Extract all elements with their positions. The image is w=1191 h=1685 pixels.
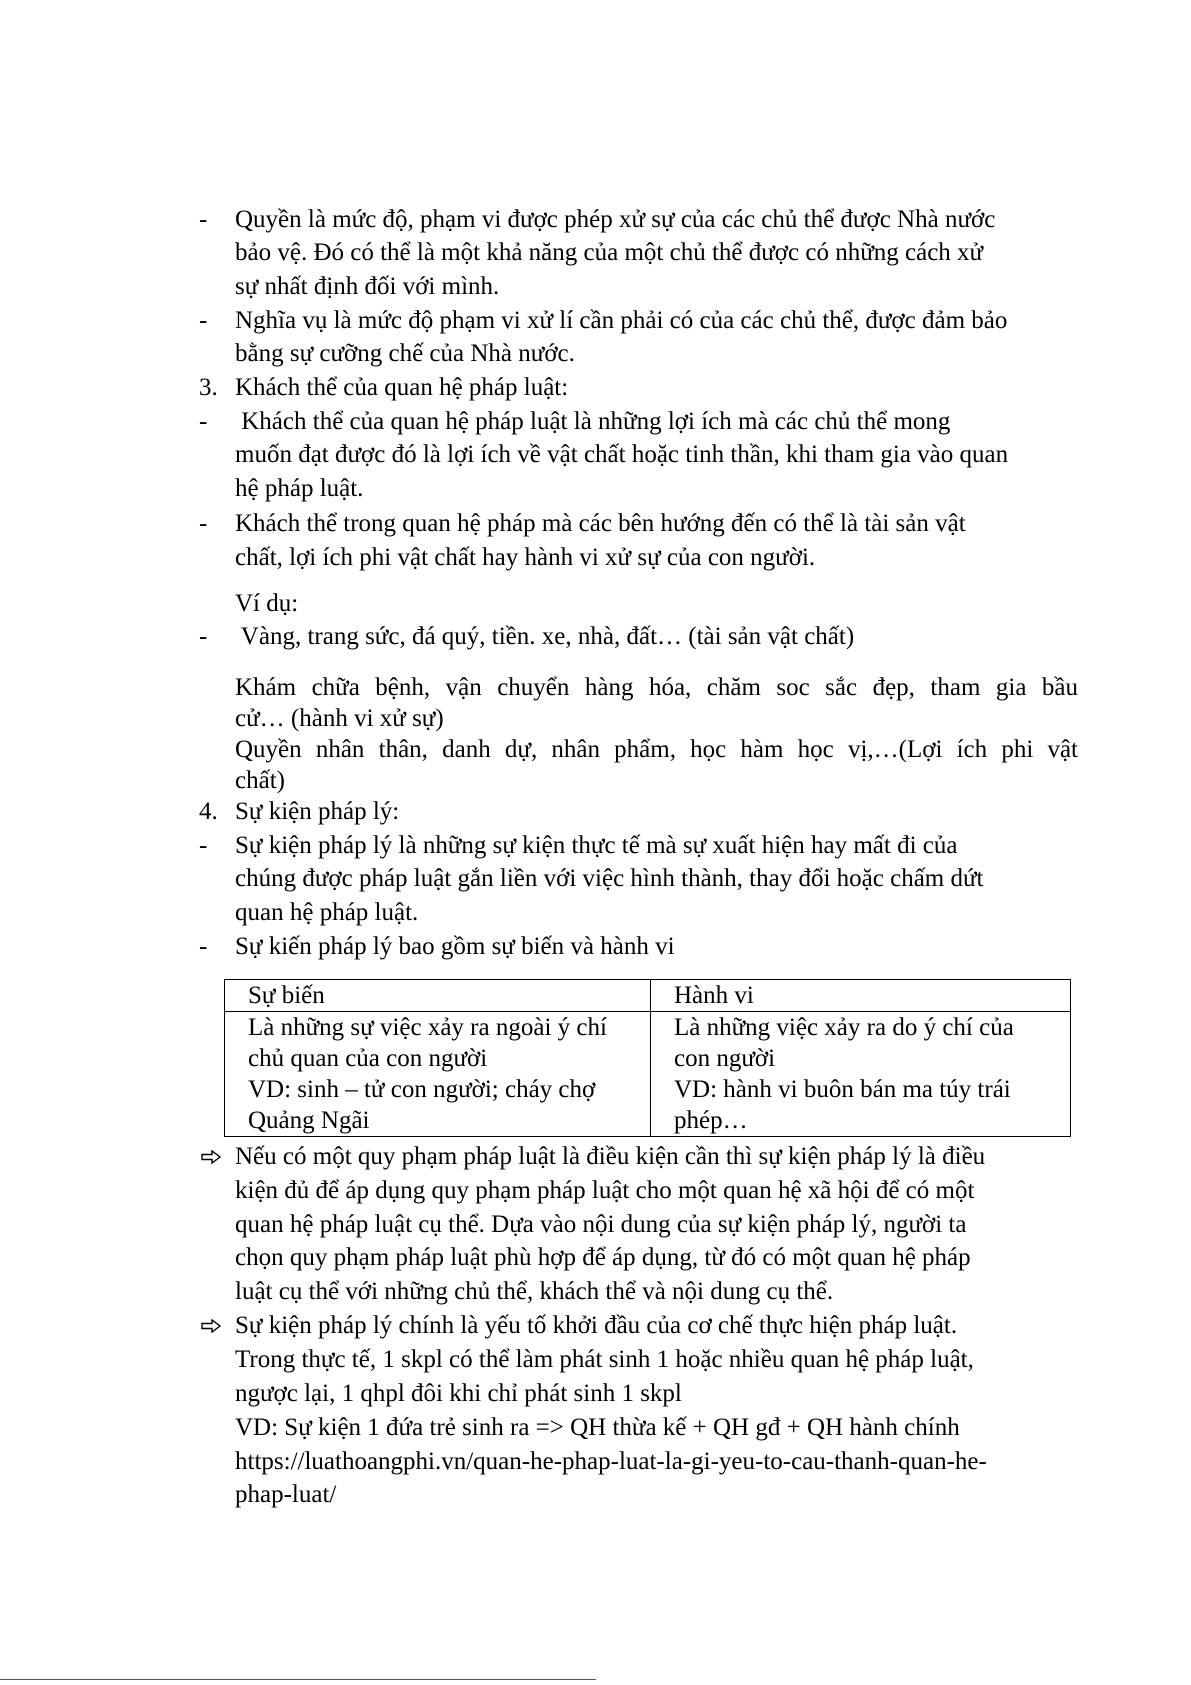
- section-number-4: 4.: [199, 798, 218, 825]
- example-label: Ví dụ:: [235, 590, 299, 617]
- section3-heading: Khách thể của quan hệ pháp luật:: [235, 374, 569, 401]
- duty-line: bằng sự cưỡng chế của Nhà nước.: [235, 340, 575, 367]
- table-header-row: [225, 980, 1071, 1012]
- duty-line: Nghĩa vụ là mức độ phạm vi xử lí cần phải có của các chủ thể, được đảm bảo: [235, 307, 1008, 334]
- section4-p1-line: quan hệ pháp luật.: [235, 899, 419, 926]
- bullet-dash: -: [199, 206, 208, 233]
- section4-p2: Sự kiến pháp lý bao gồm sự biến và hành vi: [235, 933, 675, 960]
- cell-line: Là những sự việc xảy ra ngoài ý chí: [248, 1014, 607, 1041]
- section-number-3: 3.: [199, 374, 218, 401]
- arrow-right-icon: [201, 1319, 221, 1333]
- rights-line: sự nhất định đối với mình.: [235, 273, 500, 300]
- example-1: Vàng, trang sức, đá quý, tiền. xe, nhà, đất… (tài sản vật chất): [235, 623, 855, 650]
- source-url-line[interactable]: phap-luat/: [235, 1481, 337, 1508]
- section4-heading: Sự kiện pháp lý:: [235, 798, 400, 825]
- example-vd-line: VD: Sự kiện 1 đứa trẻ sinh ra => QH thừa kế + QH gđ + QH hành chính: [235, 1414, 960, 1441]
- bullet-dash: -: [199, 307, 208, 334]
- bullet-dash: -: [199, 510, 208, 537]
- section3-p1-line: hệ pháp luật.: [235, 475, 364, 502]
- conclusion1-line: chọn quy phạm pháp luật phù hợp để áp dụng, từ đó có một quan hệ pháp: [235, 1244, 971, 1271]
- conclusion1-line: luật cụ thể với những chủ thể, khách thể và nội dung cụ thể.: [235, 1278, 834, 1305]
- example-3-line: chất): [235, 767, 285, 794]
- section3-p2-line: Khách thể trong quan hệ pháp mà các bên hướng đến có thể là tài sản vật: [235, 510, 966, 537]
- source-url-line[interactable]: https://luathoangphi.vn/quan-he-phap-luat-la-gi-yeu-to-cau-thanh-quan-he-: [235, 1448, 987, 1475]
- rights-line: bảo vệ. Đó có thể là một khả năng của một chủ thể được có những cách xử: [235, 239, 984, 266]
- bottom-divider: [0, 1679, 596, 1680]
- bullet-dash: -: [199, 933, 208, 960]
- example-2-line: Khám chữa bệnh, vận chuyển hàng hóa, chăm soc sắc đẹp, tham gia bầu: [235, 674, 1078, 701]
- cell-line: Là những việc xảy ra do ý chí của: [674, 1014, 1014, 1041]
- table-cell-su-bien: [225, 1012, 651, 1137]
- section4-p1-line: chúng được pháp luật gắn liền với việc hình thành, thay đổi hoặc chấm dứt: [235, 865, 984, 892]
- conclusion1-line: kiện đủ để áp dụng quy phạm pháp luật cho một quan hệ xã hội để có một: [235, 1177, 975, 1204]
- conclusion2-line: Sự kiện pháp lý chính là yếu tố khởi đầu của cơ chế thực hiện pháp luật.: [235, 1312, 958, 1339]
- cell-line: VD: hành vi buôn bán ma túy trái: [674, 1076, 1011, 1103]
- arrow-right-icon: [201, 1150, 221, 1164]
- section3-p2-line: chất, lợi ích phi vật chất hay hành vi xử sự của con người.: [235, 544, 816, 571]
- bullet-dash: -: [199, 408, 208, 435]
- section3-p1-line: muốn đạt được đó là lợi ích về vật chất hoặc tinh thần, khi tham gia vào quan: [235, 441, 1009, 468]
- conclusion2-line: Trong thực tế, 1 skpl có thể làm phát sinh 1 hoặc nhiều quan hệ pháp luật,: [235, 1346, 974, 1373]
- section3-p1-line: Khách thể của quan hệ pháp luật là những lợi ích mà các chủ thể mong: [235, 408, 951, 435]
- bullet-dash: -: [199, 832, 208, 859]
- example-2-line: cử… (hành vi xử sự): [235, 705, 444, 732]
- table-cell-hanh-vi: [651, 1012, 1071, 1137]
- cell-line: con người: [674, 1045, 776, 1072]
- conclusion1-line: Nếu có một quy phạm pháp luật là điều kiện cần thì sự kiện pháp lý là điều: [235, 1143, 986, 1170]
- conclusion2-line: ngược lại, 1 qhpl đôi khi chỉ phát sinh 1 skpl: [235, 1380, 682, 1407]
- example-3-line: Quyền nhân thân, danh dự, nhân phẩm, học hàm học vị,…(Lợi ích phi vật: [235, 736, 1078, 763]
- conclusion1-line: quan hệ pháp luật cụ thể. Dựa vào nội dung của sự kiện pháp lý, người ta: [235, 1211, 967, 1238]
- cell-line: VD: sinh – tử con người; cháy chợ: [248, 1076, 596, 1103]
- section4-p1-line: Sự kiện pháp lý là những sự kiện thực tế mà sự xuất hiện hay mất đi của: [235, 832, 958, 859]
- table-header-cell: Hành vi: [651, 980, 1071, 1012]
- bullet-dash: -: [199, 623, 208, 650]
- legal-events-table: [224, 979, 1071, 1137]
- rights-line: Quyền là mức độ, phạm vi được phép xử sự của các chủ thể được Nhà nước: [235, 206, 996, 233]
- cell-line: Quảng Ngãi: [248, 1107, 370, 1134]
- cell-line: chủ quan của con người: [248, 1045, 488, 1072]
- table-header-cell: Sự biến: [225, 980, 651, 1012]
- cell-line: phép…: [674, 1107, 748, 1134]
- table-row: [225, 1012, 1071, 1137]
